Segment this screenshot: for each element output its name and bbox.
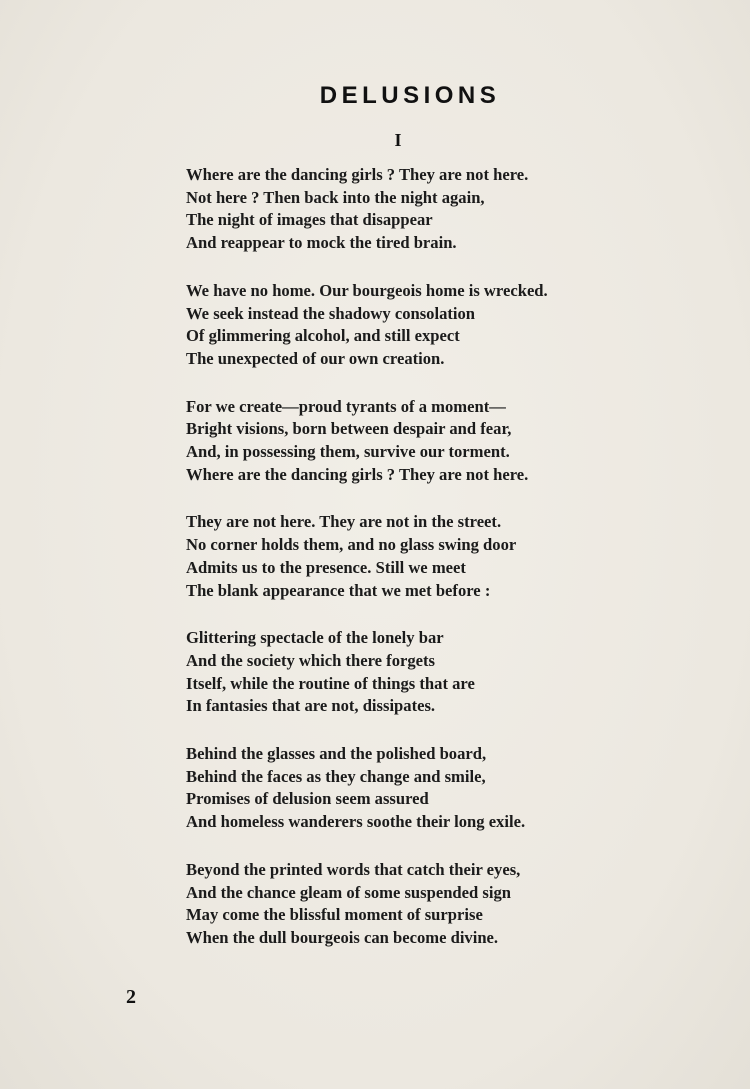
poem-line: No corner holds them, and no glass swing door [186, 535, 517, 555]
poem-line: Itself, while the routine of things that are [186, 673, 475, 693]
poem-body [186, 164, 656, 975]
poem-line: They are not here. They are not in the street. [186, 512, 502, 532]
stanza [186, 280, 656, 371]
stanza [186, 511, 656, 602]
poem-line: And homeless wanderers soothe their long exile. [186, 812, 526, 832]
poem-line: The night of images that disappear [186, 210, 433, 230]
poem-title: DELUSIONS [319, 82, 501, 109]
poem-line: The blank appearance that we met before : [186, 580, 491, 600]
poem-line: Of glimmering alcohol, and still expect [186, 326, 460, 346]
poem-line: Glittering spectacle of the lonely bar [186, 628, 444, 648]
poem-line: Not here ? Then back into the night again, [186, 187, 485, 207]
stanza [186, 627, 656, 718]
stanza [186, 396, 656, 487]
poem-line: Bright visions, born between despair and fear, [186, 419, 512, 439]
poem-line: Promises of delusion seem assured [186, 789, 429, 809]
stanza [186, 859, 656, 950]
poem-line: Admits us to the presence. Still we meet [186, 557, 466, 577]
poem-line: The unexpected of our own creation. [186, 348, 445, 368]
stanza [186, 164, 656, 255]
poem-line: Beyond the printed words that catch their eyes, [186, 859, 521, 879]
poem-line: We have no home. Our bourgeois home is wrecked. [186, 280, 548, 300]
poem-line: Where are the dancing girls ? They are not here. [186, 165, 529, 184]
page-number: 2 [126, 986, 136, 1008]
poem-line: And, in possessing them, survive our torment. [186, 442, 510, 462]
poem-line: Where are the dancing girls ? They are not here. [186, 464, 529, 484]
section-numeral: I [394, 130, 402, 150]
poem-line: We seek instead the shadowy consolation [186, 303, 476, 323]
stanza [186, 743, 656, 834]
poem-line: Behind the glasses and the polished board, [186, 744, 487, 764]
poem-line: And the society which there forgets [186, 650, 436, 670]
poem-line: For we create—proud tyrants of a moment— [186, 396, 506, 416]
poem-line: And the chance gleam of some suspended sign [186, 882, 511, 902]
poem-line: Behind the faces as they change and smile, [186, 766, 486, 786]
poem-line: May come the blissful moment of surprise [186, 905, 483, 925]
poem-line: And reappear to mock the tired brain. [186, 233, 457, 253]
poem-line: When the dull bourgeois can become divine. [186, 927, 499, 947]
poem-line: In fantasies that are not, dissipates. [186, 696, 436, 716]
